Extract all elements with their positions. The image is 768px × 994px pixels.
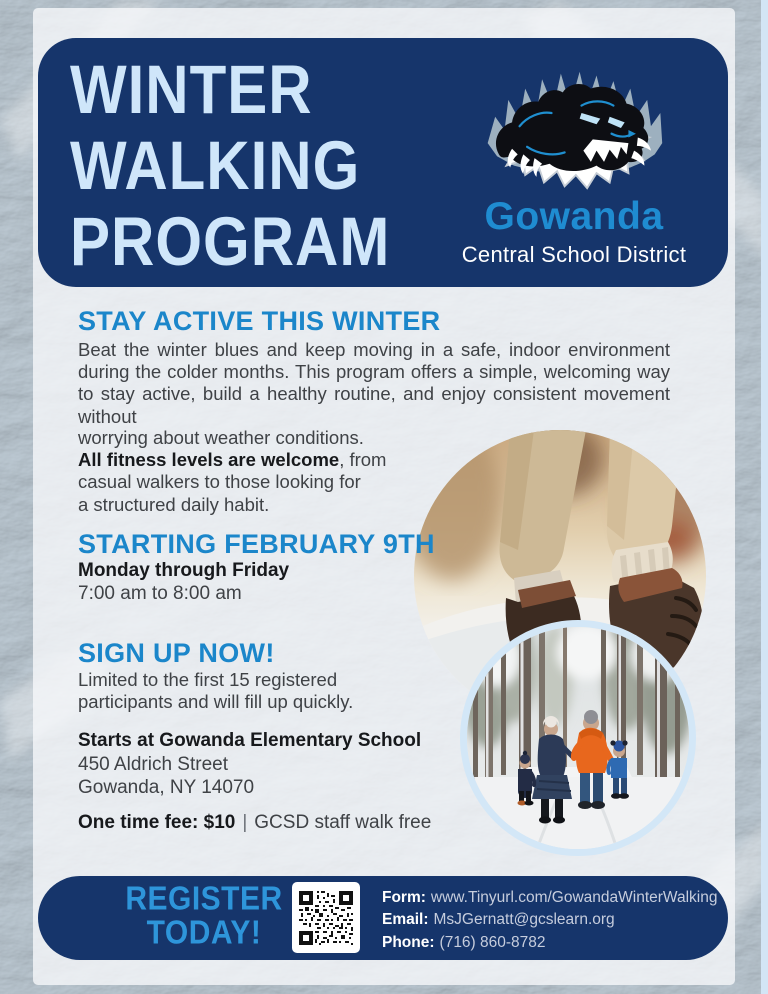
flyer-title bbox=[70, 52, 390, 280]
fee-line bbox=[78, 812, 431, 834]
location-text: Starts at Gowanda Elementary School bbox=[78, 730, 422, 751]
family-walk-illustration bbox=[467, 627, 689, 849]
email-label: Email: bbox=[382, 911, 429, 929]
contact-row-phone bbox=[382, 932, 717, 954]
intro-paragraph-wrap bbox=[78, 427, 430, 516]
logo-subtitle: Central School District bbox=[461, 242, 687, 267]
fee-separator: | bbox=[242, 812, 248, 833]
limit-text: Limited to the first 15 registered participants and will fill up quickly. bbox=[78, 669, 354, 713]
photo-family-walk bbox=[460, 620, 696, 856]
schedule-time: 7:00 am to 8:00 am bbox=[78, 583, 242, 604]
wrap-line-2 bbox=[78, 449, 430, 471]
qr-code-icon bbox=[297, 889, 355, 947]
schedule-days: Monday through Friday bbox=[78, 560, 290, 581]
logo-name: Gowanda bbox=[484, 195, 664, 238]
form-url: www.Tinyurl.com/GowandaWinterWalking bbox=[430, 889, 718, 906]
bold-fitness-text: All fitness levels are welcome bbox=[78, 449, 340, 471]
wrap-line-4: a structured daily habit. bbox=[78, 493, 270, 515]
panther-mascot-icon bbox=[468, 68, 680, 190]
phone-number: (716) 860-8782 bbox=[439, 933, 546, 951]
fee-amount: One time fee: $10 bbox=[78, 812, 236, 833]
wrap-line-3: casual walkers to those looking for bbox=[78, 471, 361, 493]
wrap-line-1: worrying about weather conditions. bbox=[78, 427, 364, 448]
heading-starting-date: STARTING FEBRUARY 9TH bbox=[78, 529, 435, 559]
address-line-2: Gowanda, NY 14070 bbox=[78, 777, 255, 798]
bold-fitness-rest: , from bbox=[339, 449, 387, 471]
intro-paragraph: Beat the winter blues and keep moving in a safe, indoor environment during the colder months. This program offers a simple, welcoming way to stay active, build a healthy routine, and enjoy consistent movement without bbox=[78, 339, 670, 427]
qr-code bbox=[292, 882, 360, 953]
address-line-1: 450 Aldrich Street bbox=[78, 754, 228, 775]
header-banner bbox=[38, 38, 728, 287]
form-label: Form: bbox=[382, 889, 426, 906]
title-line-1: WINTER bbox=[70, 50, 313, 128]
heading-sign-up: SIGN UP NOW! bbox=[78, 638, 275, 668]
email-address: MsJGernatt@gcslearn.org bbox=[433, 911, 615, 929]
heading-stay-active: STAY ACTIVE THIS WINTER bbox=[78, 306, 441, 336]
contact-row-form bbox=[382, 887, 717, 909]
contact-info bbox=[382, 887, 717, 954]
district-logo bbox=[436, 68, 712, 268]
fee-note: GCSD staff walk free bbox=[254, 812, 432, 833]
title-line-3: PROGRAM bbox=[70, 202, 391, 280]
contact-row-email bbox=[382, 909, 717, 931]
page-edge-highlight bbox=[761, 0, 768, 994]
register-today-text bbox=[88, 882, 320, 950]
register-line-1: REGISTER bbox=[125, 880, 283, 918]
footer-banner bbox=[38, 876, 728, 960]
phone-label: Phone: bbox=[382, 933, 435, 951]
title-line-2: WALKING bbox=[70, 126, 361, 204]
register-line-2: TODAY! bbox=[146, 915, 262, 952]
